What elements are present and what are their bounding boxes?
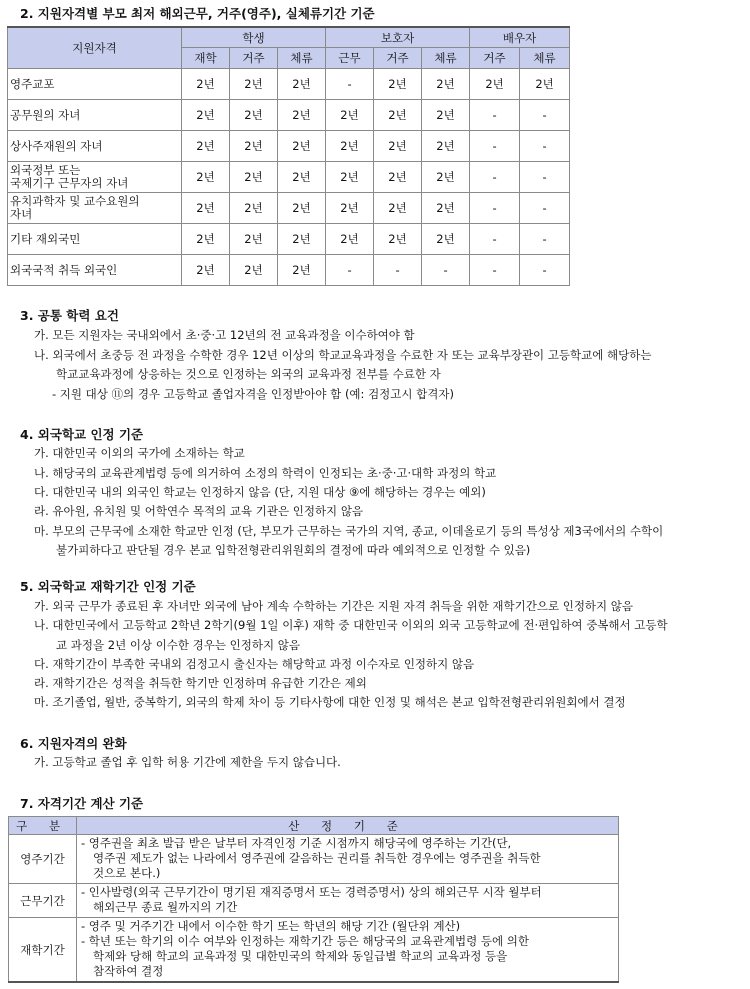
header-category: 구 분 [9,817,77,835]
sec3-line: - 지원 대상 ⑪의 경우 고등학교 졸업자격을 인정받아야 함 (예: 검정고시 합격자) [52,387,454,401]
header-qualification: 지원자격 [8,27,182,69]
sec3-line: 가. 모든 지원자는 국내외에서 초·중·고 12년의 전 교육과정을 이수하여야 함 [34,328,415,342]
category-cell: 재학기간 [9,918,77,983]
qualification-name-line: 자녀 [10,207,33,221]
period-cell: 2년 [230,100,278,131]
table-row [9,918,619,983]
subheader-cell: 거주 [374,48,422,69]
period-cell: 2년 [278,69,326,100]
period-cell: 2년 [230,255,278,286]
period-cell: - [520,162,570,193]
period-cell: 2년 [182,69,230,100]
subheader-cell: 재학 [182,48,230,69]
period-cell: - [326,69,374,100]
period-cell: 2년 [182,193,230,224]
period-cell: - [470,131,520,162]
period-cell: 2년 [470,69,520,100]
section-6-title: 6. 지원자격의 완화 [20,736,127,751]
qualification-name-cell [8,255,182,286]
sec4-line: 나. 해당국의 교육관계법령 등에 의거하여 소정의 학력이 인정되는 초·중·고·대학 과정의 학교 [34,466,497,480]
section-3-title: 3. 공통 학력 요건 [20,308,119,323]
table-row [8,255,570,286]
section-7-title: 7. 자격기간 계산 기준 [20,796,144,811]
criteria-line: - 영주권을 최초 발급 받은 날부터 자격인정 기준 시점까지 해당국에 영주하는 기간(단, [81,836,512,850]
sec5-line: 나. 대한민국에서 고등학교 2학년 2학기(9월 1일 이후) 재학 중 대한민국 이외의 외국 고등학교에 전·편입하여 중복해서 고등학 [34,618,668,632]
qualification-name-line: 외국국적 취득 외국인 [10,262,118,277]
period-cell: 2년 [278,131,326,162]
period-cell: - [470,162,520,193]
qualification-name-line: 유치과학자 및 교수요원의 [10,194,140,208]
criteria-line: - 학년 또는 학기의 이수 여부와 인정하는 재학기간 등은 해당국의 교육관계법령 등에 의한 [81,934,529,948]
criteria-line: 학제와 당해 학교의 교육과정 및 대한민국의 학제와 동일급별 학교의 교육과정 등을 [93,949,508,963]
sec4-line: 불가피하다고 판단될 경우 본교 입학전형관리위원회의 결정에 따라 예외적으로 인정할 수 있음) [56,543,531,557]
period-cell: 2년 [182,131,230,162]
table-row [8,224,570,255]
sec3-line: 학교교육과정에 상응하는 것으로 인정하는 외국의 교육과정 전부를 수료한 자 [56,367,441,381]
period-cell: 2년 [326,162,374,193]
sec5-line: 라. 재학기간은 성적을 취득한 학기만 인정하며 유급한 기간은 제외 [34,676,367,690]
period-cell: - [470,193,520,224]
sec4-line: 가. 대한민국 이외의 국가에 소재하는 학교 [34,446,245,460]
qualification-name-line: 기타 재외국민 [10,231,81,246]
qualification-period-table [7,26,570,286]
table-row [8,162,570,193]
period-cell: 2년 [182,100,230,131]
table-row [8,131,570,162]
criteria-line: - 영주 및 거주기간 내에서 이수한 학기 또는 학년의 해당 기간 (월단위 계산) [81,919,461,933]
criteria-line: 참작하여 결정 [93,964,164,978]
criteria-cell [77,884,619,918]
period-cell: 2년 [374,69,422,100]
sec3-line: 나. 외국에서 초중등 전 과정을 수학한 경우 12년 이상의 학교교육과정을 수료한 자 또는 교육부장관이 고등학교에 해당하는 [34,348,652,362]
period-cell: 2년 [422,131,470,162]
period-cell: 2년 [326,100,374,131]
sec5-line: 다. 재학기간이 부족한 국내외 검정고시 출신자는 해당학교 과정 이수자로 인정하지 않음 [34,657,475,671]
period-cell: - [422,255,470,286]
period-cell: 2년 [326,224,374,255]
period-cell: - [520,131,570,162]
period-cell: 2년 [422,193,470,224]
table-row [8,193,570,224]
period-cell: 2년 [374,100,422,131]
period-cell: 2년 [374,224,422,255]
criteria-line: 영주권 제도가 없는 나라에서 영주권에 갈음하는 권리를 취득한 경우에는 영주권을 취득한 [93,851,541,865]
period-calculation-table [8,816,619,983]
period-cell: - [374,255,422,286]
sec4-line: 다. 대한민국 내의 외국인 학교는 인정하지 않음 (단, 지원 대상 ⑨에 해당하는 경우는 예외) [34,485,486,499]
subheader-cell: 체류 [422,48,470,69]
period-cell: 2년 [278,100,326,131]
period-cell: 2년 [326,131,374,162]
subheader-cell: 거주 [470,48,520,69]
period-cell: - [520,193,570,224]
period-cell: 2년 [326,193,374,224]
criteria-cell [77,835,619,884]
period-cell: 2년 [278,255,326,286]
qualification-name-line: 국제기구 근무자의 자녀 [10,176,129,190]
period-cell: - [470,255,520,286]
section-2-title: 2. 지원자격별 부모 최저 해외근무, 거주(영주), 실체류기간 기준 [20,6,375,21]
sec4-line: 마. 부모의 근무국에 소재한 학교만 인정 (단, 부모가 근무하는 국가의 지역, 종교, 이데올로기 등의 특성상 제3국에서의 수학이 [34,524,664,538]
period-cell: 2년 [182,162,230,193]
period-cell: 2년 [182,224,230,255]
table-row [9,835,619,884]
period-cell: 2년 [374,131,422,162]
criteria-cell [77,918,619,983]
period-cell: 2년 [230,162,278,193]
section-4-title: 4. 외국학교 인정 기준 [20,427,144,442]
subheader-cell: 근무 [326,48,374,69]
period-cell: 2년 [374,193,422,224]
period-cell: 2년 [422,224,470,255]
header-guardian: 보호자 [326,27,470,48]
period-cell: 2년 [230,224,278,255]
criteria-line: - 인사발령(외국 근무기간이 명기된 재직증명서 또는 경력증명서) 상의 해외근무 시작 월부터 [81,885,542,899]
period-cell: - [520,100,570,131]
qualification-name-cell [8,131,182,162]
qualification-name-cell [8,224,182,255]
period-cell: 2년 [422,69,470,100]
period-cell: 2년 [520,69,570,100]
subheader-cell: 거주 [230,48,278,69]
table-row [8,69,570,100]
qualification-name-cell [8,100,182,131]
period-cell: - [520,224,570,255]
sec5-line: 가. 외국 근무가 종료된 후 자녀만 외국에 남아 계속 수학하는 기간은 지원 자격 취득을 위한 재학기간으로 인정하지 않음 [34,599,634,613]
sec4-line: 라. 유아원, 유치원 및 어학연수 목적의 교육 기관은 인정하지 않음 [34,504,364,518]
subheader-cell: 체류 [278,48,326,69]
period-cell: 2년 [230,193,278,224]
qualification-name-line: 영주교포 [10,76,55,91]
period-cell: 2년 [182,255,230,286]
qualification-name-line: 외국정부 또는 [10,163,81,177]
qualification-name-cell [8,193,182,224]
sec5-line: 마. 조기졸업, 월반, 중복학기, 외국의 학제 차이 등 기타사항에 대한 인정 및 해석은 본교 입학전형관리위원회에서 결정 [34,695,626,709]
period-cell: 2년 [230,69,278,100]
qualification-name-line: 상사주재원의 자녀 [10,138,103,153]
criteria-line: 해외근무 종료 월까지의 기간 [93,900,238,914]
header-student: 학생 [182,27,326,48]
table-row [9,884,619,918]
category-cell: 근무기간 [9,884,77,918]
qualification-name-cell [8,162,182,193]
header-criteria: 산 정 기 준 [77,817,619,835]
header-spouse: 배우자 [470,27,570,48]
section-5-title: 5. 외국학교 재학기간 인정 기준 [20,579,196,594]
period-cell: - [470,224,520,255]
period-cell: 2년 [230,131,278,162]
period-cell: 2년 [278,193,326,224]
qualification-name-cell [8,69,182,100]
period-cell: 2년 [374,162,422,193]
table-row [8,100,570,131]
period-cell: 2년 [278,162,326,193]
period-cell: - [326,255,374,286]
period-cell: 2년 [278,224,326,255]
qualification-name-line: 공무원의 자녀 [10,107,81,122]
period-cell: - [520,255,570,286]
criteria-line: 것으로 본다.) [93,866,161,880]
sec5-line: 교 과정을 2년 이상 이수한 경우는 인정하지 않음 [56,638,300,652]
period-cell: 2년 [422,162,470,193]
period-cell: - [470,100,520,131]
period-cell: 2년 [422,100,470,131]
category-cell: 영주기간 [9,835,77,884]
sec6-line: 가. 고등학교 졸업 후 입학 허용 기간에 제한을 두지 않습니다. [34,755,341,769]
subheader-cell: 체류 [520,48,570,69]
